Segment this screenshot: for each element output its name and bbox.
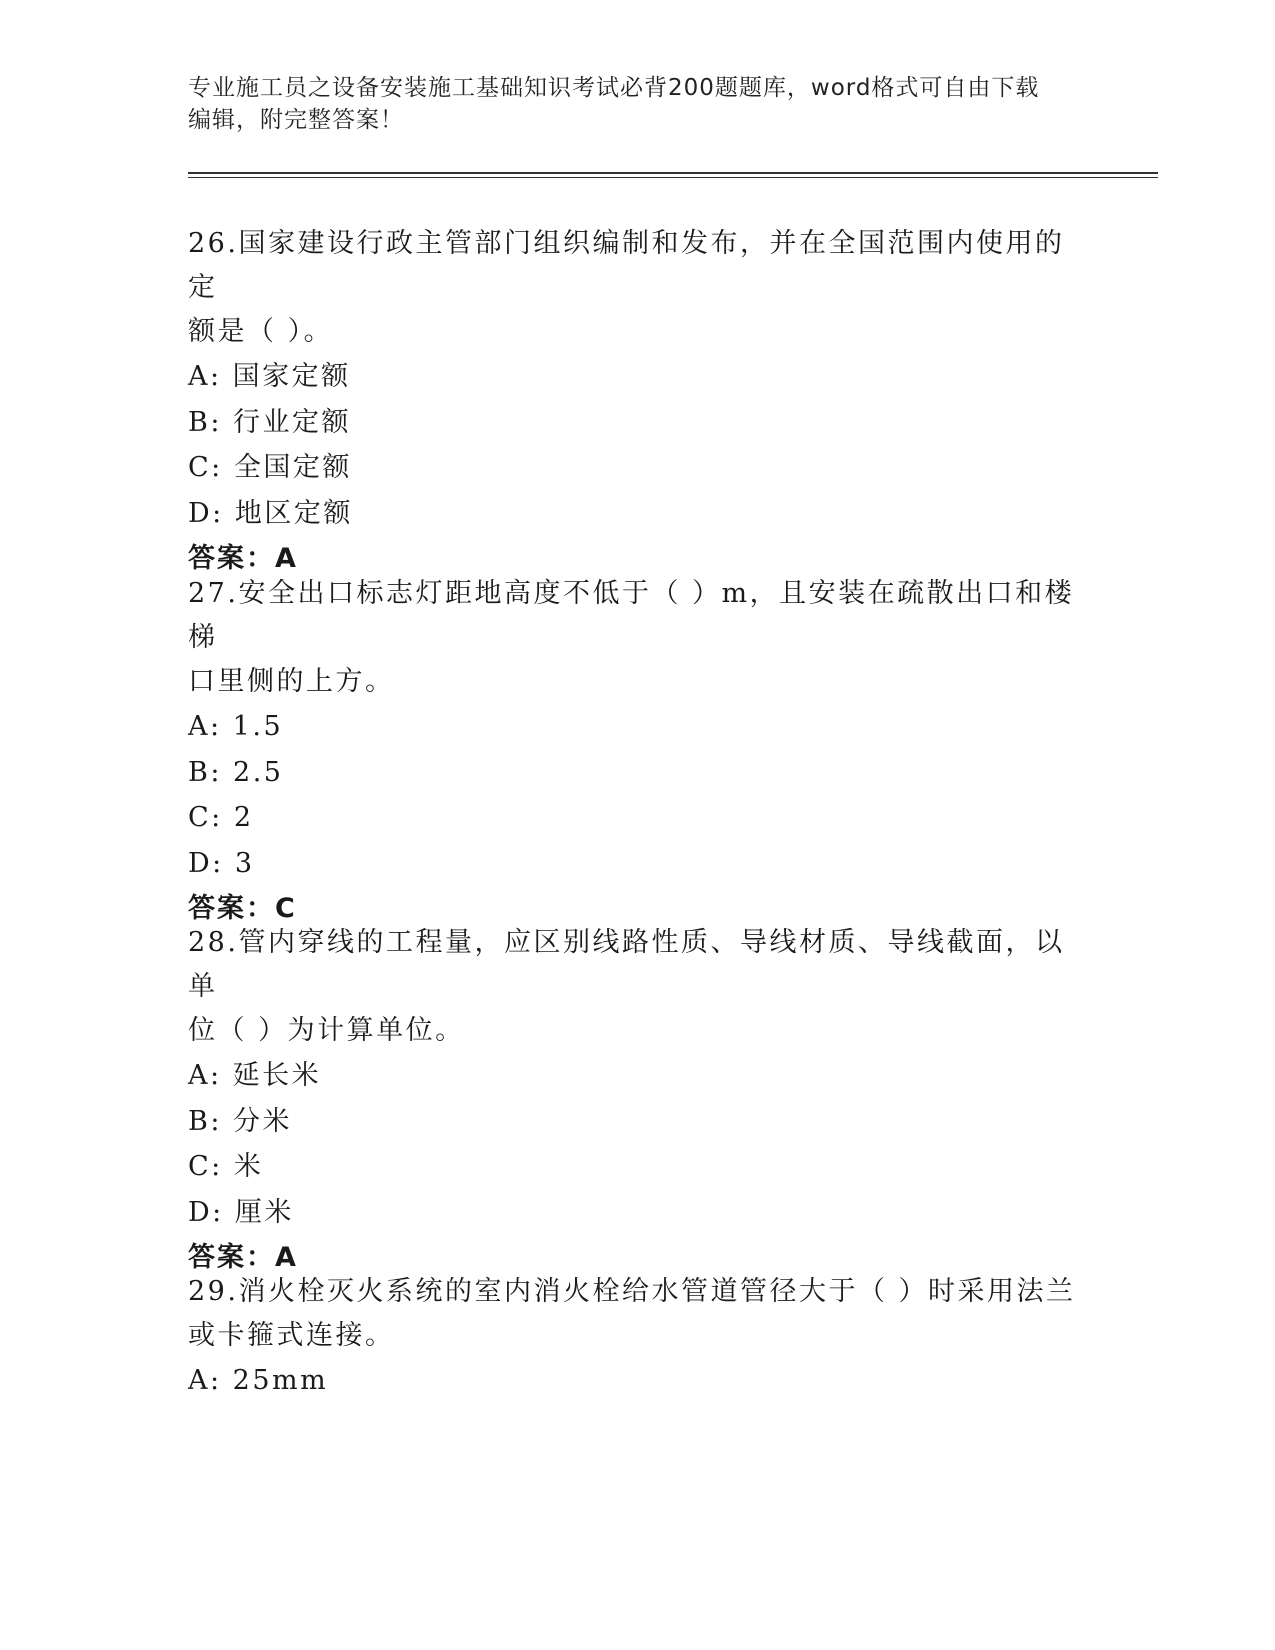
question-text-line-2: 额是（ ）。	[188, 316, 334, 347]
question-27	[188, 572, 1088, 932]
option-d: D: 厘米	[188, 1196, 294, 1228]
question-text-line-1: 28.管内穿线的工程量，应区别线路性质、导线材质、导线截面，以单	[188, 927, 1065, 1002]
option-d: D: 地区定额	[188, 497, 353, 529]
header-divider-thick	[188, 172, 1158, 174]
question-text-line-1: 29.消火栓灭火系统的室内消火栓给水管道管径大于（ ）时采用法兰	[188, 1276, 1076, 1307]
answer: 答案：C	[188, 893, 297, 924]
question-text-line-1: 26.国家建设行政主管部门组织编制和发布，并在全国范围内使用的定	[188, 228, 1065, 303]
option-b: B: 2.5	[188, 756, 284, 788]
document-header	[188, 72, 1068, 136]
option-a: A: 1.5	[188, 711, 284, 742]
option-c: C: 2	[188, 802, 254, 833]
option-c: C: 米	[188, 1151, 264, 1182]
option-b: B: 分米	[188, 1105, 293, 1137]
option-a: A: 25mm	[188, 1365, 329, 1396]
answer: 答案：A	[188, 1242, 298, 1273]
option-b: B: 行业定额	[188, 406, 352, 438]
header-line-1: 专业施工员之设备安装施工基础知识考试必背200题题库，word格式可自由下载	[188, 75, 1040, 101]
question-text-line-1: 27.安全出口标志灯距地高度不低于（ ）m，且安装在疏散出口和楼梯	[188, 578, 1075, 653]
option-a: A: 延长米	[188, 1060, 322, 1091]
question-text-line-2: 或卡箍式连接。	[188, 1320, 395, 1351]
question-26	[188, 222, 1088, 582]
option-d: D: 3	[188, 847, 255, 879]
answer: 答案：A	[188, 543, 298, 574]
question-text-line-2: 位（ ）为计算单位。	[188, 1015, 465, 1046]
header-divider-thin	[188, 177, 1158, 178]
question-text-line-2: 口里侧的上方。	[188, 666, 395, 697]
header-line-2: 编辑，附完整答案！	[188, 107, 404, 133]
question-29	[188, 1270, 1088, 1404]
question-28	[188, 921, 1088, 1281]
option-a: A: 国家定额	[188, 361, 351, 392]
option-c: C: 全国定额	[188, 452, 352, 483]
